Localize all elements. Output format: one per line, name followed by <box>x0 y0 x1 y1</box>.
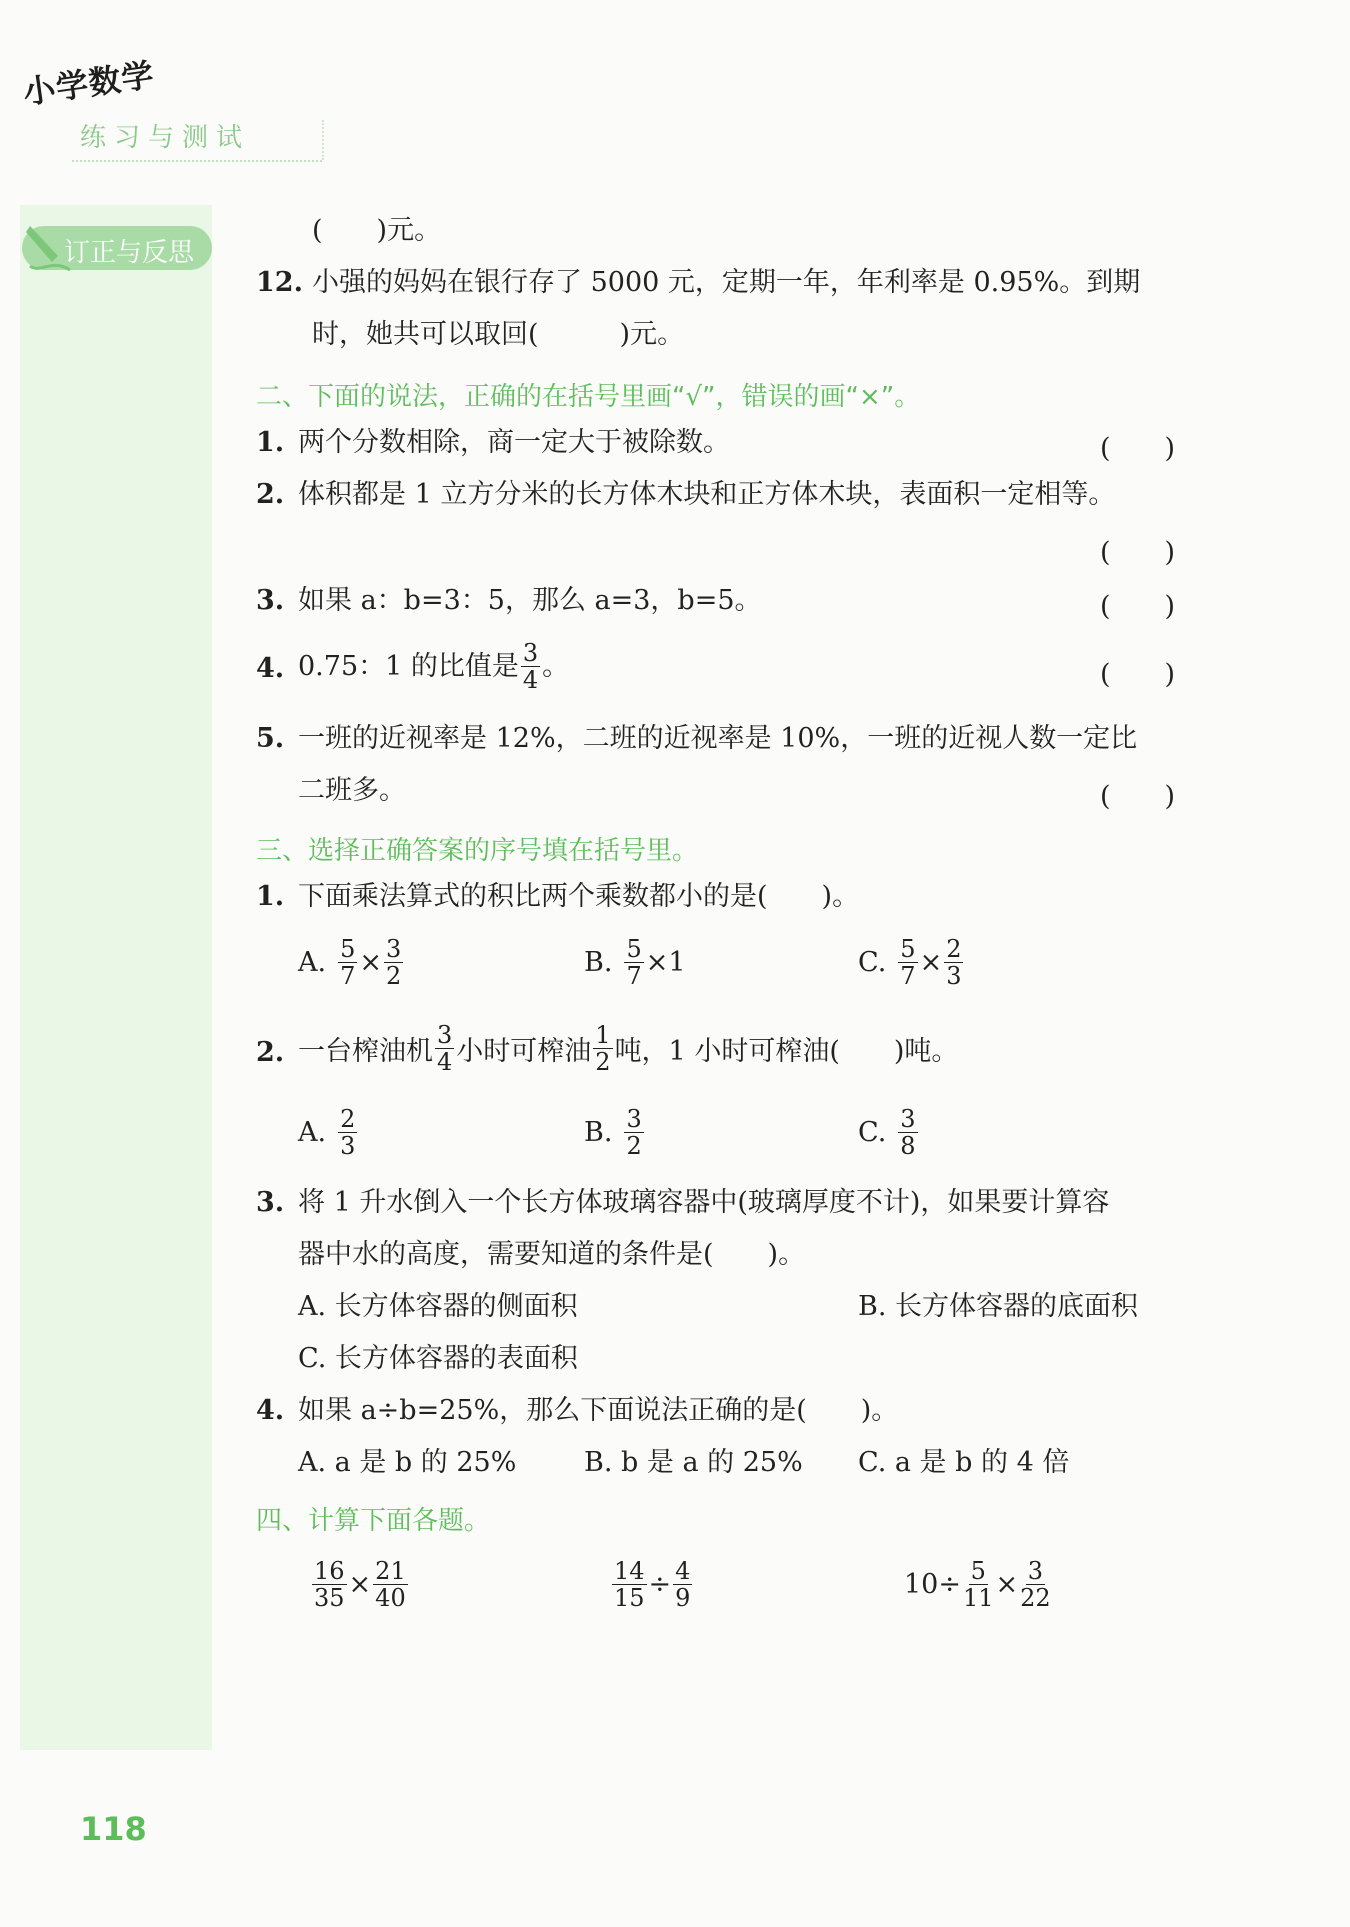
s3-q4-option-b[interactable]: B. b 是 a 的 25% <box>584 1447 803 1478</box>
s2-q3-answer-blank[interactable]: ( ) <box>1100 591 1176 622</box>
sidebar-label: 订正与反思 <box>64 238 195 268</box>
s2-q2-answer-blank[interactable]: ( ) <box>1100 537 1176 568</box>
s2-q4-fraction: $\frac{3}{4}$ <box>522 639 539 694</box>
s2-q4-answer-blank[interactable]: ( ) <box>1100 659 1176 690</box>
q12-line1: 小强的妈妈在银行存了 5000 元，定期一年，年利率是 0.95%。到期 <box>312 267 1141 298</box>
s3-q3-option-c[interactable]: C. 长方体容器的表面积 <box>298 1343 578 1374</box>
s3-q2-option-a[interactable]: A. $\frac{2}{3}$ <box>298 1105 356 1160</box>
s3-q2-option-b[interactable]: B. $\frac{3}{2}$ <box>584 1105 642 1160</box>
s3-q2-number: 2. <box>256 1037 285 1068</box>
q12-number: 12. <box>256 267 303 298</box>
s2-q4-text-after: 。 <box>542 650 570 682</box>
s3-q3-line2: 器中水的高度，需要知道的条件是( )。 <box>298 1239 806 1270</box>
s2-q4-text <box>298 640 569 693</box>
s3-q4-option-a[interactable]: A. a 是 b 的 25% <box>298 1447 517 1478</box>
q12-line2: 时，她共可以取回( )元。 <box>312 319 685 350</box>
s2-q4-number: 4. <box>256 653 285 684</box>
s2-q1-text: 两个分数相除，商一定大于被除数。 <box>298 427 730 458</box>
s2-q5-number: 5. <box>256 723 285 754</box>
s3-q3-option-a[interactable]: A. 长方体容器的侧面积 <box>298 1291 578 1322</box>
s2-q5-line2: 二班多。 <box>298 775 406 806</box>
book-title: 小学数学 <box>20 55 157 112</box>
s3-q3-number: 3. <box>256 1187 285 1218</box>
previous-question-tail: ( )元。 <box>312 215 442 246</box>
s4-expression-1: $\frac{16}{35}$ × $\frac{21}{40}$ <box>314 1557 406 1612</box>
s2-q4-text-before: 0.75：1 的比值是 <box>298 650 519 682</box>
s2-q3-text: 如果 a：b=3：5，那么 a=3，b=5。 <box>298 585 762 616</box>
s2-q2-number: 2. <box>256 479 285 510</box>
s3-q1-option-c[interactable]: C. $\frac{5}{7}$ × $\frac{2}{3}$ <box>858 935 962 990</box>
s3-q1-option-b[interactable]: B. $\frac{5}{7}$ ×1 <box>584 935 686 990</box>
s2-q2-text: 体积都是 1 立方分米的长方体木块和正方体木块，表面积一定相等。 <box>298 479 1116 510</box>
s3-q1-text: 下面乘法算式的积比两个乘数都小的是( )。 <box>298 881 860 912</box>
s3-q2-option-c[interactable]: C. $\frac{3}{8}$ <box>858 1105 916 1160</box>
s3-q2-text: 一台榨油机 $\frac{3}{4}$ 小时可榨油 $\frac{1}{2}$ 吨，1 小时可榨油( )吨。 <box>298 1021 959 1076</box>
s2-q1-number: 1. <box>256 427 285 458</box>
s3-q3-line1: 将 1 升水倒入一个长方体玻璃容器中(玻璃厚度不计)，如果要计算容 <box>298 1187 1110 1218</box>
s2-q5-line1: 一班的近视率是 12%，二班的近视率是 10%，一班的近视人数一定比 <box>298 723 1138 754</box>
book-subtitle: 练习与测试 <box>80 123 251 153</box>
s3-q4-text: 如果 a÷b=25%，那么下面说法正确的是( )。 <box>298 1395 899 1426</box>
section2-title: 二、下面的说法，正确的在括号里画“√”，错误的画“×”。 <box>256 382 921 412</box>
section4-title: 四、计算下面各题。 <box>256 1506 491 1536</box>
s2-q1-answer-blank[interactable]: ( ) <box>1100 433 1176 464</box>
page-number: 118 <box>80 1810 147 1848</box>
s4-expression-3: 10÷ $\frac{5}{11}$ × $\frac{3}{22}$ <box>904 1557 1051 1612</box>
s2-q5-answer-blank[interactable]: ( ) <box>1100 781 1176 812</box>
s3-q4-option-c[interactable]: C. a 是 b 的 4 倍 <box>858 1447 1070 1478</box>
s4-expression-2: $\frac{14}{15}$ ÷ $\frac{4}{9}$ <box>614 1557 691 1612</box>
s3-q4-number: 4. <box>256 1395 285 1426</box>
s3-q3-option-b[interactable]: B. 长方体容器的底面积 <box>858 1291 1139 1322</box>
s3-q1-number: 1. <box>256 881 285 912</box>
s2-q3-number: 3. <box>256 585 285 616</box>
s3-q1-option-a[interactable]: A. $\frac{5}{7}$ × $\frac{3}{2}$ <box>298 935 402 990</box>
section3-title: 三、选择正确答案的序号填在括号里。 <box>256 836 699 866</box>
